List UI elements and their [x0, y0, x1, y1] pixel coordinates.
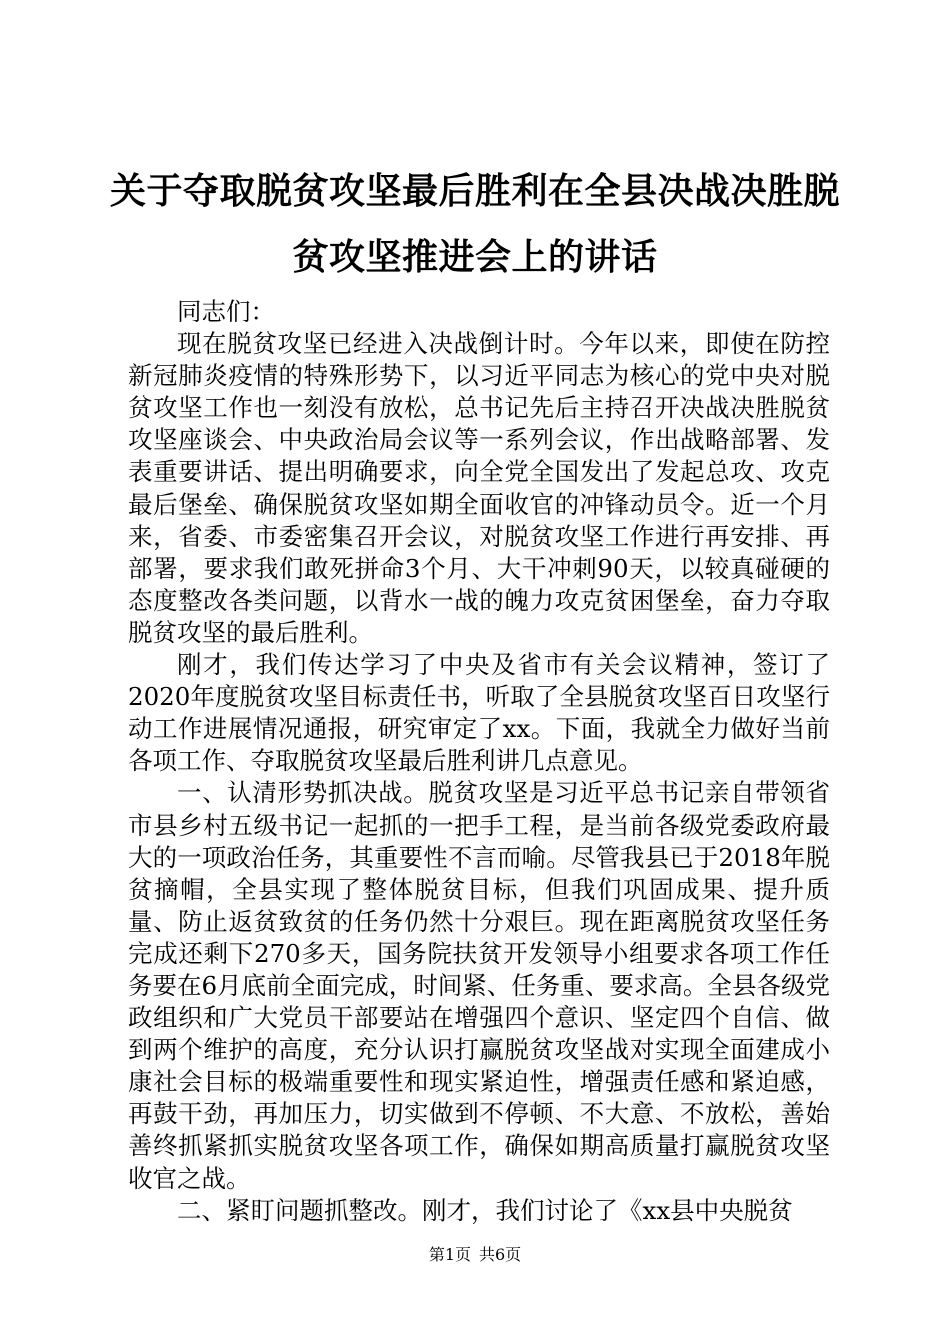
body-paragraph-2: 刚才，我们传达学习了中央及省市有关会议精神，签订了2020年度脱贫攻坚目标责任书，听取了全县脱贫攻坚百日攻坚行动工作进展情况通报，研究审定了xx。下面，我就全力做好当前各项工作、夺取脱贫攻坚最后胜利讲几点意见。 — [128, 650, 830, 776]
page-total: 共6页 — [479, 1245, 522, 1264]
body-paragraph-3: 一、认清形势抓决战。脱贫攻坚是习近平总书记亲自带领省市县乡村五级书记一起抓的一把手工程，是当前各级党委政府最大的一项政治任务，其重要性不言而喻。尽管我县已于2018年脱贫摘帽，全县实现了整体脱贫目标，但我们巩固成果、提升质量、防止返贫致贫的任务仍然十分艰巨。现在距离脱贫攻坚任务完成还剩下270多天，国务院扶贫开发领导小组要求各项工作任务要在6月底前全面完成，时间紧、任务重、要求高。全县各级党政组织和广大党员干部要站在增强四个意识、坚定四个自信、做到两个维护的高度，充分认识打赢脱贫攻坚战对实现全面建成小康社会目标的极端重要性和现实紧迫性，增强责任感和紧迫感，再鼓干劲，再加压力，切实做到不停顿、不大意、不放松，善始善终抓紧抓实脱贫攻坚各项工作，确保如期高质量打赢脱贫攻坚收官之战。 — [128, 778, 830, 1193]
body-paragraph-1: 现在脱贫攻坚已经进入决战倒计时。今年以来，即使在防控新冠肺炎疫情的特殊形势下，以习近平同志为核心的党中央对脱贫攻坚工作也一刻没有放松，总书记先后主持召开决战决胜脱贫攻坚座谈会、中央政治局会议等一系列会议，作出战略部署、发表重要讲话、提出明确要求，向全党全国发出了发起总攻、攻克最后堡垒、确保脱贫攻坚如期全面收官的冲锋动员令。近一个月来，省委、市委密集召开会议，对脱贫攻坚工作进行再安排、再部署，要求我们敢死拼命3个月、大干冲刺90天，以较真碰硬的态度整改各类问题，以背水一战的魄力攻克贫困堡垒，奋力夺取脱贫攻坚的最后胜利。 — [128, 329, 830, 647]
body-paragraph-4: 二、紧盯问题抓整改。刚才，我们讨论了《xx县中央脱贫 — [177, 1195, 793, 1225]
salutation: 同志们： — [177, 297, 275, 326]
document-body — [128, 296, 830, 1227]
document-title: 关于夺取脱贫攻坚最后胜利在全县决战决胜脱贫攻坚推进会上的讲话 — [110, 170, 841, 278]
page-footer — [0, 1244, 950, 1266]
page-number: 第1页 — [428, 1245, 471, 1264]
